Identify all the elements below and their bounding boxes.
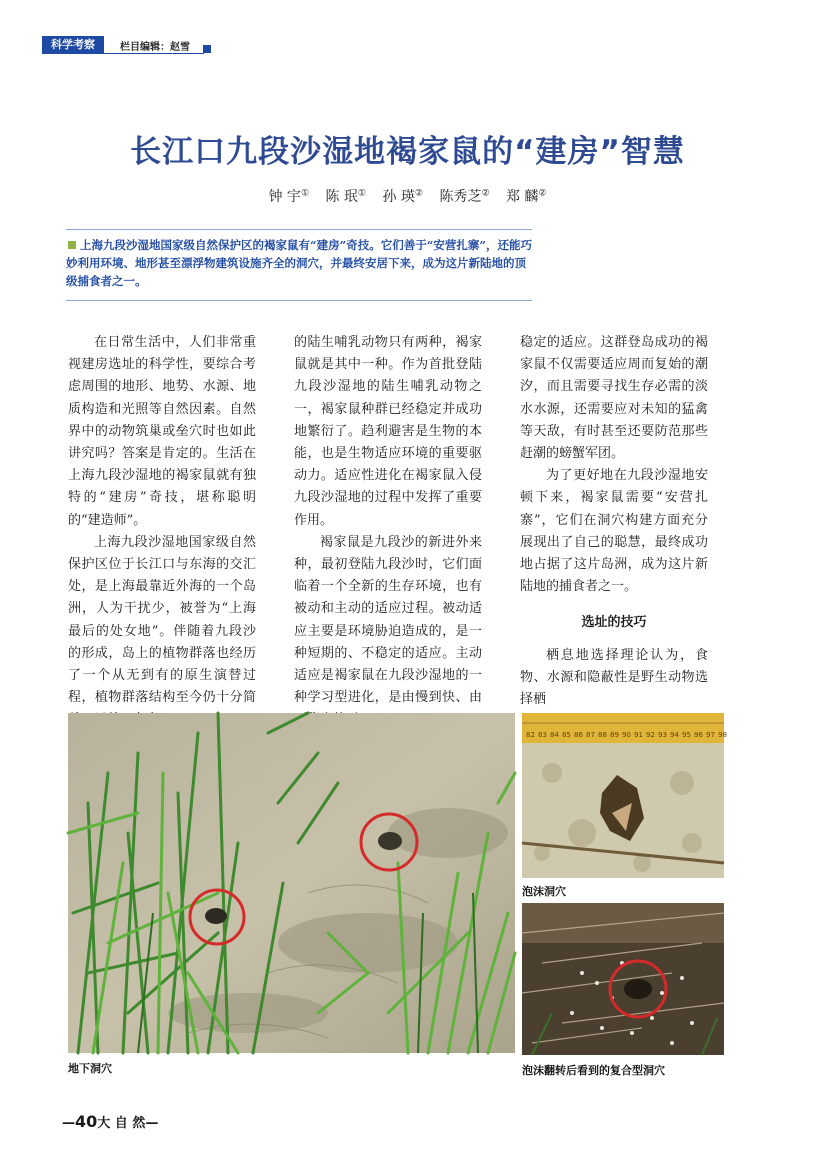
photo-composite-burrow — [522, 903, 724, 1055]
photo-composite-burrow-image — [522, 903, 724, 1055]
ruler-tick: 97 — [706, 731, 715, 739]
abstract-bottom-rule — [66, 300, 532, 301]
photo-underground-burrow — [68, 713, 515, 1053]
abstract-top-rule — [66, 229, 532, 230]
author-list — [0, 186, 815, 206]
header-rule — [104, 53, 204, 54]
ruler-tick: 85 — [562, 731, 571, 739]
body-column-1 — [68, 332, 256, 732]
page-footer: —40大 自 然— — [62, 1112, 159, 1131]
paragraph: 栖息地选择理论认为，食物、水源和隐蔽性是野生动物选择栖 — [520, 647, 708, 708]
body-column-2 — [294, 332, 482, 732]
author: 陈秀芝② — [439, 188, 490, 205]
paragraph: 的陆生哺乳动物只有两种，褐家鼠就是其中一种。作为首批登陆九段沙湿地的陆生哺乳动物之一，褐家鼠种群已经稳定并成功地繁衍了。趋利避害是生物的本能，也是生物适应环境的重要驱动力。适应性进化在褐家鼠入侵九段沙湿地的过程中发挥了重要作用。 — [294, 335, 482, 528]
column-tag: 科学考察 — [42, 36, 104, 54]
ruler-tick: 89 — [610, 731, 619, 739]
ruler-tick: 96 — [694, 731, 703, 739]
ruler-tick: 92 — [646, 731, 655, 739]
caption-underground-burrow: 地下洞穴 — [68, 1062, 112, 1075]
ruler-tick: 87 — [586, 731, 595, 739]
ruler-tick: 86 — [574, 731, 583, 739]
paragraph: 上海九段沙湿地国家级自然保护区位于长江口与东海的交汇处，是上海最靠近外海的一个岛洲，人为干扰少，被誉为“上海最后的处女地”。伴随着九段沙的形成，岛上的植物群落也经历了一个从无到有的原生演替过程，植物群落结构至今仍十分简 — [68, 534, 256, 706]
ruler-tick: 98 — [718, 731, 727, 739]
paragraph: 为了更好地在九段沙湿地安顿下来，褐家鼠需要“安营扎寨”，它们在洞穴构建方面充分展现出了自己的聪慧，最终成功地占据了这片岛洲，成为这片新陆地的捕食者之一。 — [520, 468, 708, 595]
ruler-tick: 91 — [634, 731, 643, 739]
header-square-icon — [203, 45, 211, 53]
column-editor: 栏目编辑：赵雪 — [120, 42, 190, 53]
author: 孙 瑛② — [382, 188, 423, 205]
ruler-tick: 95 — [682, 731, 691, 739]
abstract-marker-icon — [68, 241, 76, 249]
body-column-3 — [520, 332, 708, 711]
author: 钟 宇① — [268, 188, 310, 205]
ruler-tick: 90 — [622, 731, 631, 739]
photo-foam-burrow-image — [522, 713, 727, 878]
paragraph: 在日常生活中，人们非常重视建房选址的科学性，要综合考虑周围的地形、地势、水源、地质构造和光照等自然因素。自然界中的动物筑巢或垒穴时也如此讲究吗？答案是肯定的。生活在上海九段沙湿地的褐家鼠就有独特的“建房”奇技，堪称聪明的“建造师”。 — [68, 335, 256, 528]
page-number: 40 — [75, 1112, 98, 1131]
ruler-tick: 83 — [538, 731, 547, 739]
ruler-tick: 93 — [658, 731, 667, 739]
paragraph: 稳定的适应。这群登岛成功的褐家鼠不仅需要适应周而复始的潮汐，而且需要寻找生存必需的淡水水源，还需要应对未知的猛禽等天敌，有时甚至还要防范那些赶潮的螃蟹军团。 — [520, 335, 708, 462]
abstract — [66, 236, 532, 290]
article-title: 长江口九段沙湿地褐家鼠的“建房”智慧 — [130, 134, 685, 170]
ruler-tick: 84 — [550, 731, 559, 739]
caption-composite-burrow: 泡沫翻转后看到的复合型洞穴 — [522, 1064, 665, 1077]
paragraph: 褐家鼠是九段沙的新进外来种，最初登陆九段沙时，它们面临着一个全新的生存环境，也有被动和主动的适应过程。被动适应主要是环境胁迫造成的，是一种短期的、不稳定的适应。主动适应是褐家鼠在九段沙湿地的一种学习型进化，是由慢到快、由 — [294, 534, 482, 706]
author: 陈 珉① — [325, 188, 366, 205]
caption-foam-burrow: 泡沫洞穴 — [522, 885, 566, 898]
magazine-name: 大 自 然 — [97, 1116, 146, 1131]
section-heading: 选址的技巧 — [581, 615, 647, 631]
author: 郑 麟② — [505, 188, 547, 205]
photo-foam-burrow — [522, 713, 727, 878]
ruler-tick: 94 — [670, 731, 679, 739]
ruler-tick: 82 — [526, 731, 535, 739]
abstract-text: 上海九段沙湿地国家级自然保护区的褐家鼠有“建房”奇技。它们善于“安营扎寨”，还能巧妙利用环境、地形甚至漂浮物建筑设施齐全的洞穴，并最终安居下来，成为这片新陆地的顶级捕食者之一。 — [66, 238, 532, 288]
photo-underground-burrow-image — [68, 713, 515, 1053]
ruler-tick: 88 — [598, 731, 607, 739]
